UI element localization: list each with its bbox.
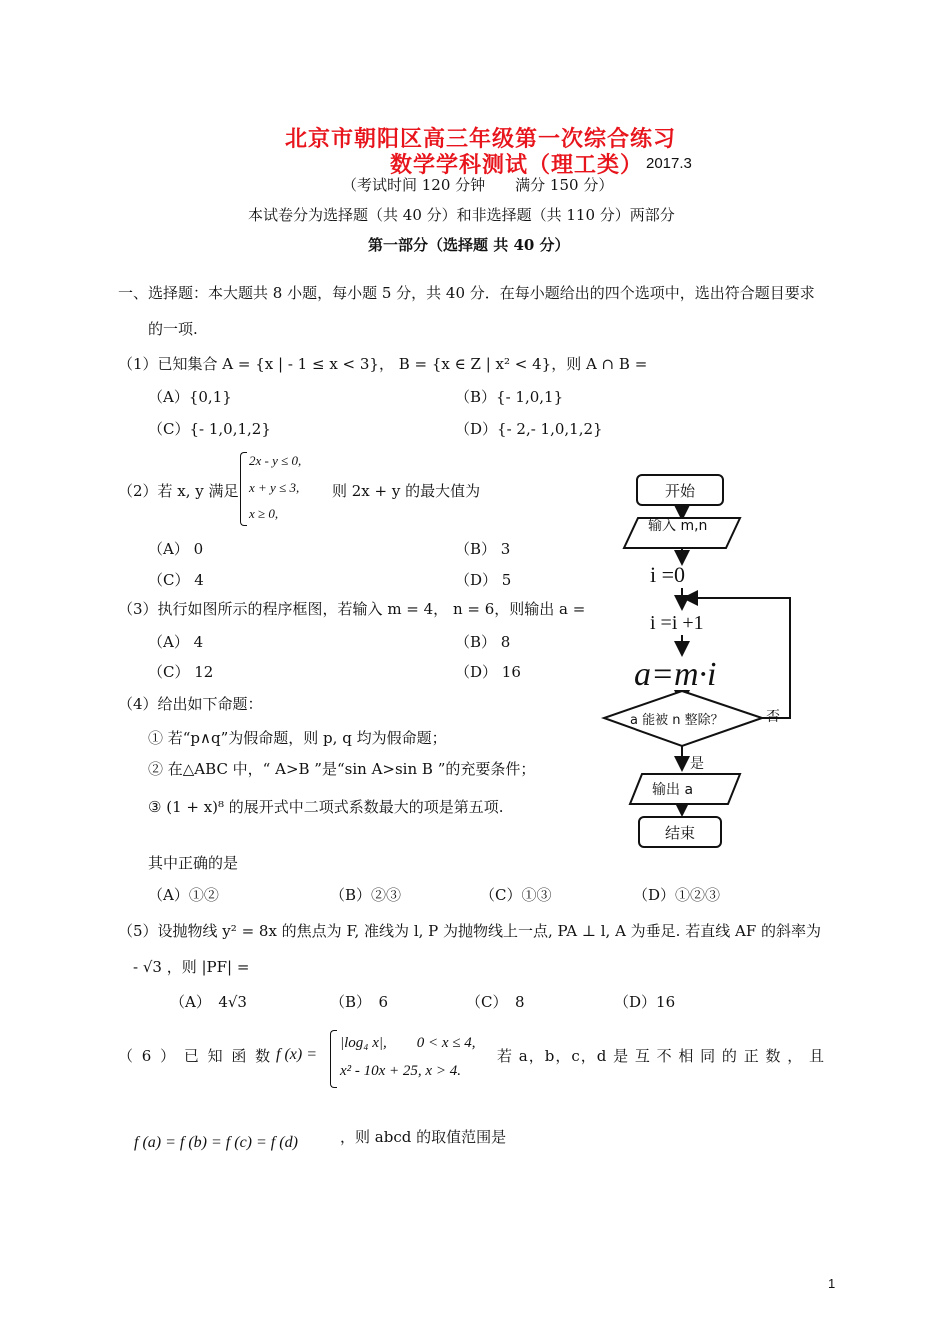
exam-info: （考试时间 120 分钟 满分 150 分） xyxy=(342,176,614,194)
flowchart-increment: i =i +1 xyxy=(650,612,704,634)
question-2-stem-right: 则 2x + y 的最大值为 xyxy=(332,482,481,500)
question-5-line-2: - √3 ，则 |PF| = xyxy=(133,958,250,976)
proposition-3: ③ (1 + x)⁸ 的展开式中二项式系数最大的项是第五项. xyxy=(148,798,504,816)
function-case-1: |log₄ x|, 0 < x ≤ 4, xyxy=(340,1035,476,1051)
question-4-option-b: （B）②③ xyxy=(330,886,402,904)
question-4-option-a: （A）①② xyxy=(148,886,219,904)
question-3-option-d: （D） 16 xyxy=(455,663,521,681)
cases-brace xyxy=(330,1030,337,1088)
flowchart-condition: a 能被 n 整除？ xyxy=(630,713,724,728)
question-4-option-d: （D）①②③ xyxy=(633,886,721,904)
page-number: 1 xyxy=(828,1276,836,1291)
question-4-stem: （4）给出如下命题： xyxy=(118,695,263,713)
flowchart-init: i =0 xyxy=(650,562,686,587)
flowchart-yes-label: 是 xyxy=(690,756,704,772)
question-3-stem: （3）执行如图所示的程序框图，若输入 m = 4， n = 6，则输出 a = xyxy=(118,600,586,618)
question-2-stem-left: （2）若 x, y 满足 xyxy=(118,482,239,500)
flowchart-end: 结束 xyxy=(638,816,722,848)
question-6-equation: f (a) = f (b) = f (c) = f (d) xyxy=(134,1134,298,1151)
constraint-2: x + y ≤ 3, xyxy=(249,480,300,495)
intro-line-1: 一、选择题：本大题共 8 小题，每小题 5 分，共 40 分．在每小题给出的四个选项中，选出符合题目要求 xyxy=(118,284,815,302)
proposition-2: ② 在△ABC 中，“ A>B ”是“sin A>sin B ”的充要条件； xyxy=(148,760,536,778)
question-6-stem-left: （ 6 ） 已 知 函 数 xyxy=(118,1047,273,1065)
question-1-stem: （1）已知集合 A = {x | - 1 ≤ x < 3}， B = {x ∈ Z | x² < 4}，则 A ∩ B = xyxy=(118,355,648,373)
question-2-option-d: （D） 5 xyxy=(455,571,512,589)
question-2-option-c: （C） 4 xyxy=(148,571,204,589)
proposition-1: ① 若“p∧q”为假命题，则 p, q 均为假命题； xyxy=(148,729,447,747)
question-3-option-a: （A） 4 xyxy=(148,633,204,651)
page-title: 北京市朝阳区高三年级第一次综合练习 xyxy=(285,127,677,152)
question-5-option-d: （D）16 xyxy=(614,993,676,1011)
question-2-option-b: （B） 3 xyxy=(455,540,511,558)
question-4-prompt: 其中正确的是 xyxy=(148,854,239,872)
exam-date: 2017.3 xyxy=(646,155,692,172)
question-2-option-a: （A） 0 xyxy=(148,540,204,558)
function-name: f (x) = xyxy=(276,1046,317,1063)
question-6-line-2: ，则 abcd 的取值范围是 xyxy=(340,1128,507,1146)
flowchart-output-label: 输出 a xyxy=(652,782,694,798)
question-1-option-d: （D）{- 2,- 1,0,1,2} xyxy=(455,420,603,438)
flowchart-start: 开始 xyxy=(636,474,724,506)
question-5-option-c: （C） 8 xyxy=(466,993,525,1011)
question-3-option-b: （B） 8 xyxy=(455,633,511,651)
question-1-option-b: （B）{- 1,0,1} xyxy=(455,388,564,406)
constraint-3: x ≥ 0, xyxy=(249,506,279,521)
flowchart xyxy=(590,470,800,860)
parts-info: 本试卷分为选择题（共 40 分）和非选择题（共 110 分）两部分 xyxy=(248,206,675,224)
question-5-option-a: （A） 4√3 xyxy=(170,993,247,1011)
question-4-option-c: （C）①③ xyxy=(480,886,552,904)
page-subtitle: 数学学科测试（理工类） xyxy=(390,153,644,178)
flowchart-compute: a=m·i xyxy=(634,656,717,693)
section-title: 第一部分（选择题 共 40 分） xyxy=(368,236,570,254)
question-6-stem-right: 若 a，b，c，d 是 互 不 相 同 的 正 数 ， 且 xyxy=(497,1047,825,1065)
flowchart-no-label: 否 xyxy=(766,709,780,725)
constraint-brace xyxy=(240,452,247,526)
question-1-option-c: （C）{- 1,0,1,2} xyxy=(148,420,271,438)
question-1-option-a: （A）{0,1} xyxy=(148,388,232,406)
question-5-option-b: （B） 6 xyxy=(330,993,389,1011)
question-3-option-c: （C） 12 xyxy=(148,663,214,681)
question-5-line-1: （5）设抛物线 y² = 8x 的焦点为 F, 准线为 l, P 为抛物线上一点, PA ⊥ l, A 为垂足. 若直线 AF 的斜率为 xyxy=(118,922,821,940)
function-case-2: x² - 10x + 25, x > 4. xyxy=(340,1063,461,1079)
intro-line-2: 的一项. xyxy=(148,320,198,338)
flowchart-input-label: 输入 m,n xyxy=(648,518,708,534)
constraint-1: 2x - y ≤ 0, xyxy=(249,453,302,468)
